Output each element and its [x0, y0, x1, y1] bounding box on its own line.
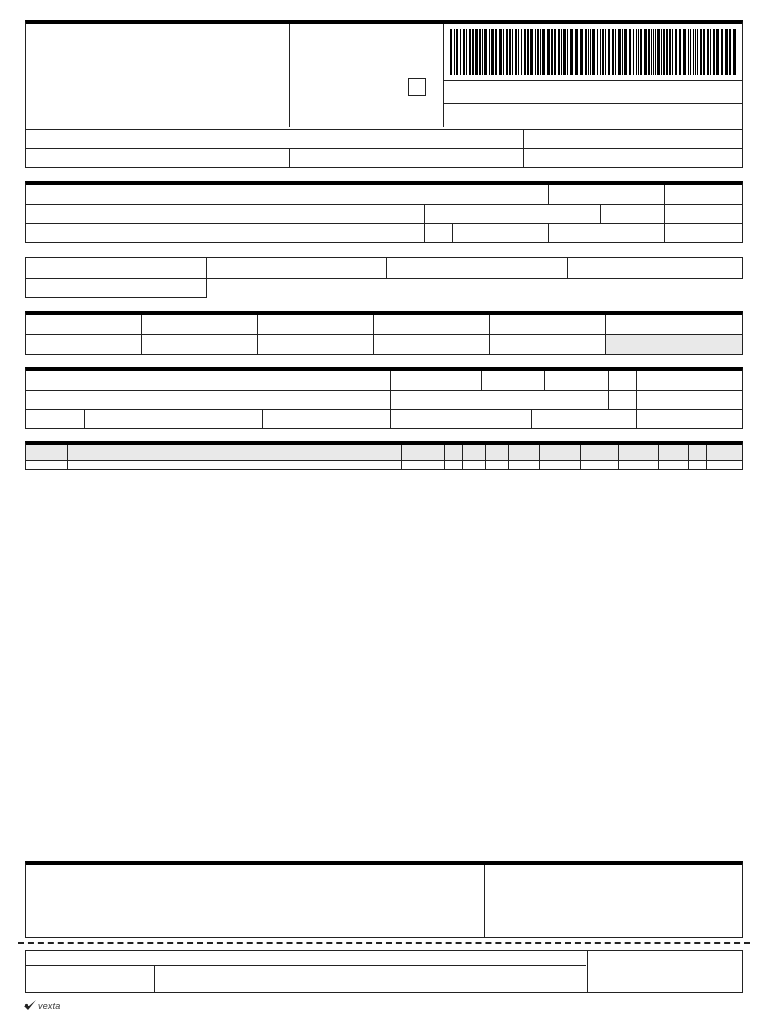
barcode-bar [655, 29, 656, 75]
barcode-bar [683, 29, 686, 75]
barcode-bar [530, 29, 533, 75]
barcode-bar [592, 29, 595, 75]
footer-logo [24, 1000, 61, 1011]
barcode-bar [710, 29, 711, 75]
barcode-bar [489, 29, 490, 75]
barcode-bar [506, 29, 508, 75]
barcode-bar [608, 29, 610, 75]
barcode-bar [509, 29, 511, 75]
barcode-bar [515, 29, 517, 75]
barcode-bar [624, 29, 627, 75]
barcode-bar [729, 29, 731, 75]
barcode-bar [558, 29, 560, 75]
barcode-bar [450, 29, 452, 75]
barcode-bar [585, 29, 587, 75]
barcode-bar [463, 29, 465, 75]
barcode-bar [454, 29, 455, 75]
barcode-bar [612, 29, 614, 75]
barcode-bar [466, 29, 467, 75]
barcode-bar [716, 29, 719, 75]
barcode-bar [484, 29, 487, 75]
barcode-bar [703, 29, 705, 75]
barcode-bar [512, 29, 513, 75]
barcode-bar [551, 29, 553, 75]
stamp-field[interactable] [485, 865, 742, 937]
barcode-bar [666, 29, 668, 75]
barcode-bar [697, 29, 698, 75]
barcode-bar [472, 29, 474, 75]
name-field[interactable] [26, 24, 289, 129]
barcode-bar [570, 29, 573, 75]
barcode-bar [644, 29, 647, 75]
barcode-bar [661, 29, 662, 75]
section-2 [25, 181, 743, 243]
barcode-bar [537, 29, 539, 75]
barcode-bar [561, 29, 562, 75]
barcode-bar [688, 29, 689, 75]
barcode-icon [450, 29, 740, 75]
barcode-bar [636, 29, 637, 75]
tear-off-stub [25, 950, 743, 993]
barcode-bar [605, 29, 606, 75]
barcode-bar [700, 29, 702, 75]
items-table [25, 441, 743, 470]
section-4 [25, 311, 743, 355]
barcode-bar [618, 29, 621, 75]
barcode-bar [669, 29, 671, 75]
barcode-area [444, 24, 742, 80]
barcode-bar [640, 29, 642, 75]
barcode-bar [602, 29, 604, 75]
barcode-bar [580, 29, 583, 75]
barcode-bar [622, 29, 623, 75]
barcode-bar [672, 29, 673, 75]
barcode-bar [482, 29, 483, 75]
barcode-bar [535, 29, 536, 75]
barcode-bar [695, 29, 696, 75]
barcode-bar [693, 29, 694, 75]
barcode-bar [713, 29, 715, 75]
barcode-bar [518, 29, 519, 75]
barcode-bar [554, 29, 556, 75]
barcode-bar [588, 29, 589, 75]
barcode-bar [638, 29, 639, 75]
barcode-bar [479, 29, 481, 75]
cut-line [18, 942, 750, 944]
barcode-bar [707, 29, 709, 75]
barcode-bar [475, 29, 478, 75]
barcode-bar [615, 29, 616, 75]
checkbox[interactable] [408, 78, 426, 96]
barcode-bar [491, 29, 494, 75]
barcode-bar [542, 29, 545, 75]
address-field[interactable] [26, 129, 523, 148]
barcode-bar [597, 29, 598, 75]
barcode-bar [600, 29, 601, 75]
section-5 [25, 367, 743, 429]
bird-logo-icon [24, 1000, 36, 1011]
barcode-bar [503, 29, 504, 75]
barcode-bar [563, 29, 566, 75]
barcode-bar [648, 29, 650, 75]
barcode-bar [456, 29, 458, 75]
header-block [25, 20, 743, 168]
barcode-bar [575, 29, 578, 75]
signature-block [25, 861, 743, 938]
barcode-bar [657, 29, 660, 75]
barcode-bar [690, 29, 691, 75]
section-3-row-1 [25, 257, 743, 279]
barcode-bar [679, 29, 681, 75]
barcode-bar [633, 29, 634, 75]
barcode-bar [590, 29, 591, 75]
section-3-row-2[interactable] [25, 278, 207, 298]
signature-field[interactable] [26, 865, 484, 937]
barcode-bar [460, 29, 461, 75]
barcode-bar [540, 29, 541, 75]
barcode-bar [495, 29, 497, 75]
barcode-bar [733, 29, 736, 75]
barcode-bar [663, 29, 665, 75]
barcode-bar [721, 29, 723, 75]
barcode-bar [547, 29, 550, 75]
barcode-bar [725, 29, 728, 75]
table-header [26, 445, 742, 460]
barcode-bar [629, 29, 631, 75]
shaded-cell [606, 335, 742, 354]
date-field[interactable] [523, 129, 742, 148]
logo-text: vexta [38, 1000, 61, 1011]
barcode-bar [527, 29, 529, 75]
barcode-bar [675, 29, 677, 75]
barcode-bar [469, 29, 471, 75]
barcode-bar [499, 29, 502, 75]
barcode-bar [651, 29, 652, 75]
barcode-bar [567, 29, 568, 75]
barcode-bar [653, 29, 654, 75]
barcode-bar [521, 29, 522, 75]
barcode-bar [524, 29, 526, 75]
